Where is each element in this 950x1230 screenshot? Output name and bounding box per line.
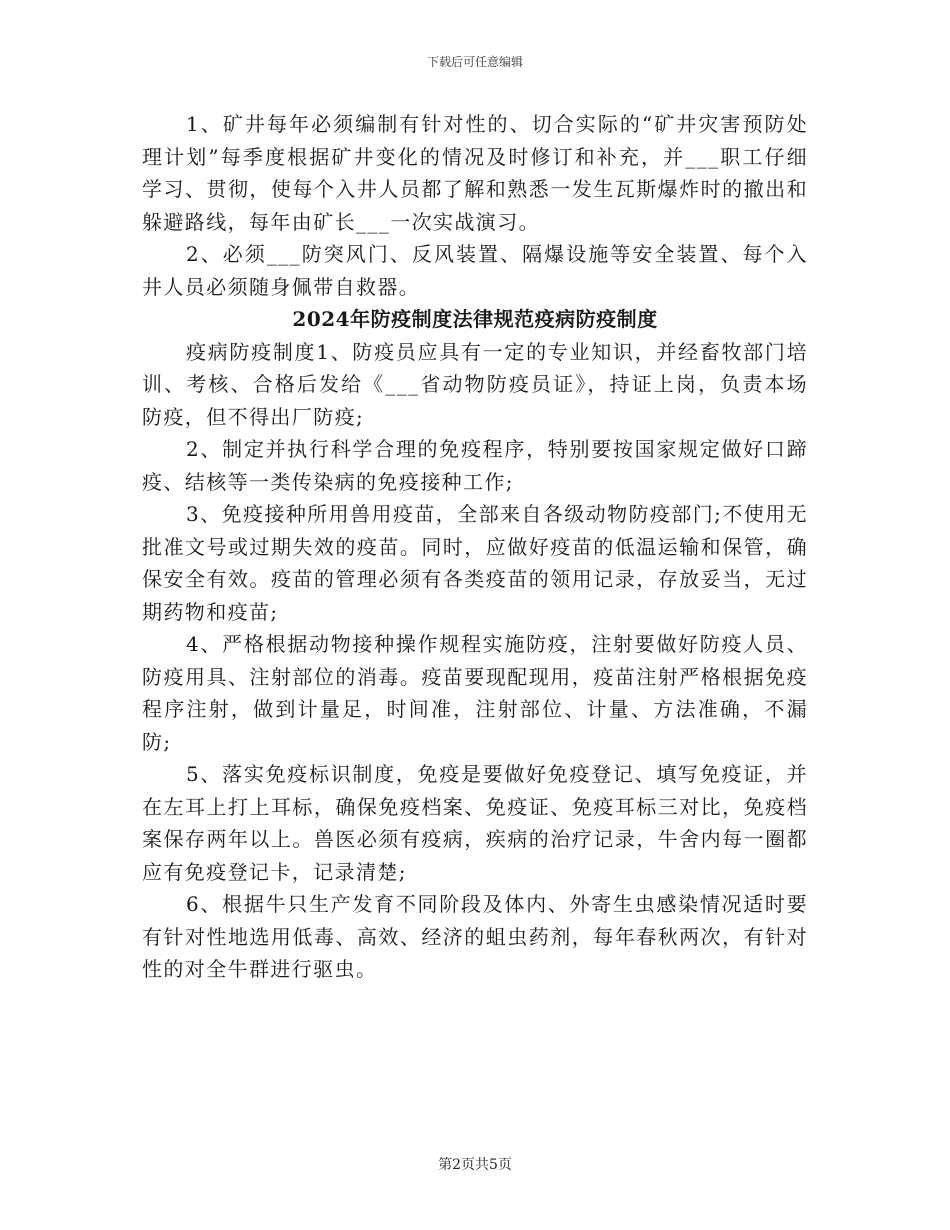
paragraph-epidemic-3: 3、免疫接种所用兽用疫苗，全部来自各级动物防疫部门;不使用无批准文号或过期失效的疫苗。同时，应做好疫苗的低温运输和保管，确保安全有效。疫苗的管理必须有各类疫苗的领用记录，存放妥当，无过期药物和疫苗; xyxy=(142,502,808,624)
paragraph-safety-devices: 2、必须___防突风门、反风装置、隔爆设施等安全装置、每个入井人员必须随身佩带自救器。 xyxy=(142,242,808,299)
paragraph-epidemic-1: 疫病防疫制度1、防疫员应具有一定的专业知识，并经畜牧部门培训、考核、合格后发给《___省动物防疫员证》，持证上岗，负责本场防疫，但不得出厂防疫; xyxy=(142,339,808,429)
paragraph-mine-plan: 1、矿井每年必须编制有针对性的、切合实际的“矿井灾害预防处理计划”每季度根据矿井变化的情况及时修订和补充，并___职工仔细学习、贯彻，使每个入井人员都了解和熟悉一发生瓦斯爆炸时的撤出和躲避路线，每年由矿长___一次实战演习。 xyxy=(142,112,808,234)
page-header-note: 下载后可任意编辑 xyxy=(426,55,523,69)
paragraph-epidemic-5: 5、落实免疫标识制度，免疫是要做好免疫登记、填写免疫证，并在左耳上打上耳标，确保免疫档案、免疫证、免疫耳标三对比，免疫档案保存两年以上。兽医必须有疫病，疾病的治疗记录，牛舍内每一圈都应有免疫登记卡，记录清楚; xyxy=(142,762,808,884)
page-number: 第2页共5页 xyxy=(438,1157,512,1173)
paragraph-epidemic-6: 6、根据牛只生产发育不同阶段及体内、外寄生虫感染情况适时要有针对性地选用低毒、高效、经济的蛆虫药剂，每年春秋两次，有针对性的对全牛群进行驱虫。 xyxy=(142,892,808,981)
document-body xyxy=(142,108,808,986)
paragraph-epidemic-2: 2、制定并执行科学合理的免疫程序，特别要按国家规定做好口蹄疫、结核等一类传染病的免疫接种工作; xyxy=(142,437,808,494)
paragraph-epidemic-4: 4、严格根据动物接种操作规程实施防疫，注射要做好防疫人员、防疫用具、注射部位的消毒。疫苗要现配现用，疫苗注射严格根据免疫程序注射，做到计量足，时间准，注射部位、计量、方法准确，不漏防; xyxy=(142,632,808,754)
section-title: 2024年防疫制度法律规范疫病防疫制度 xyxy=(292,307,658,331)
